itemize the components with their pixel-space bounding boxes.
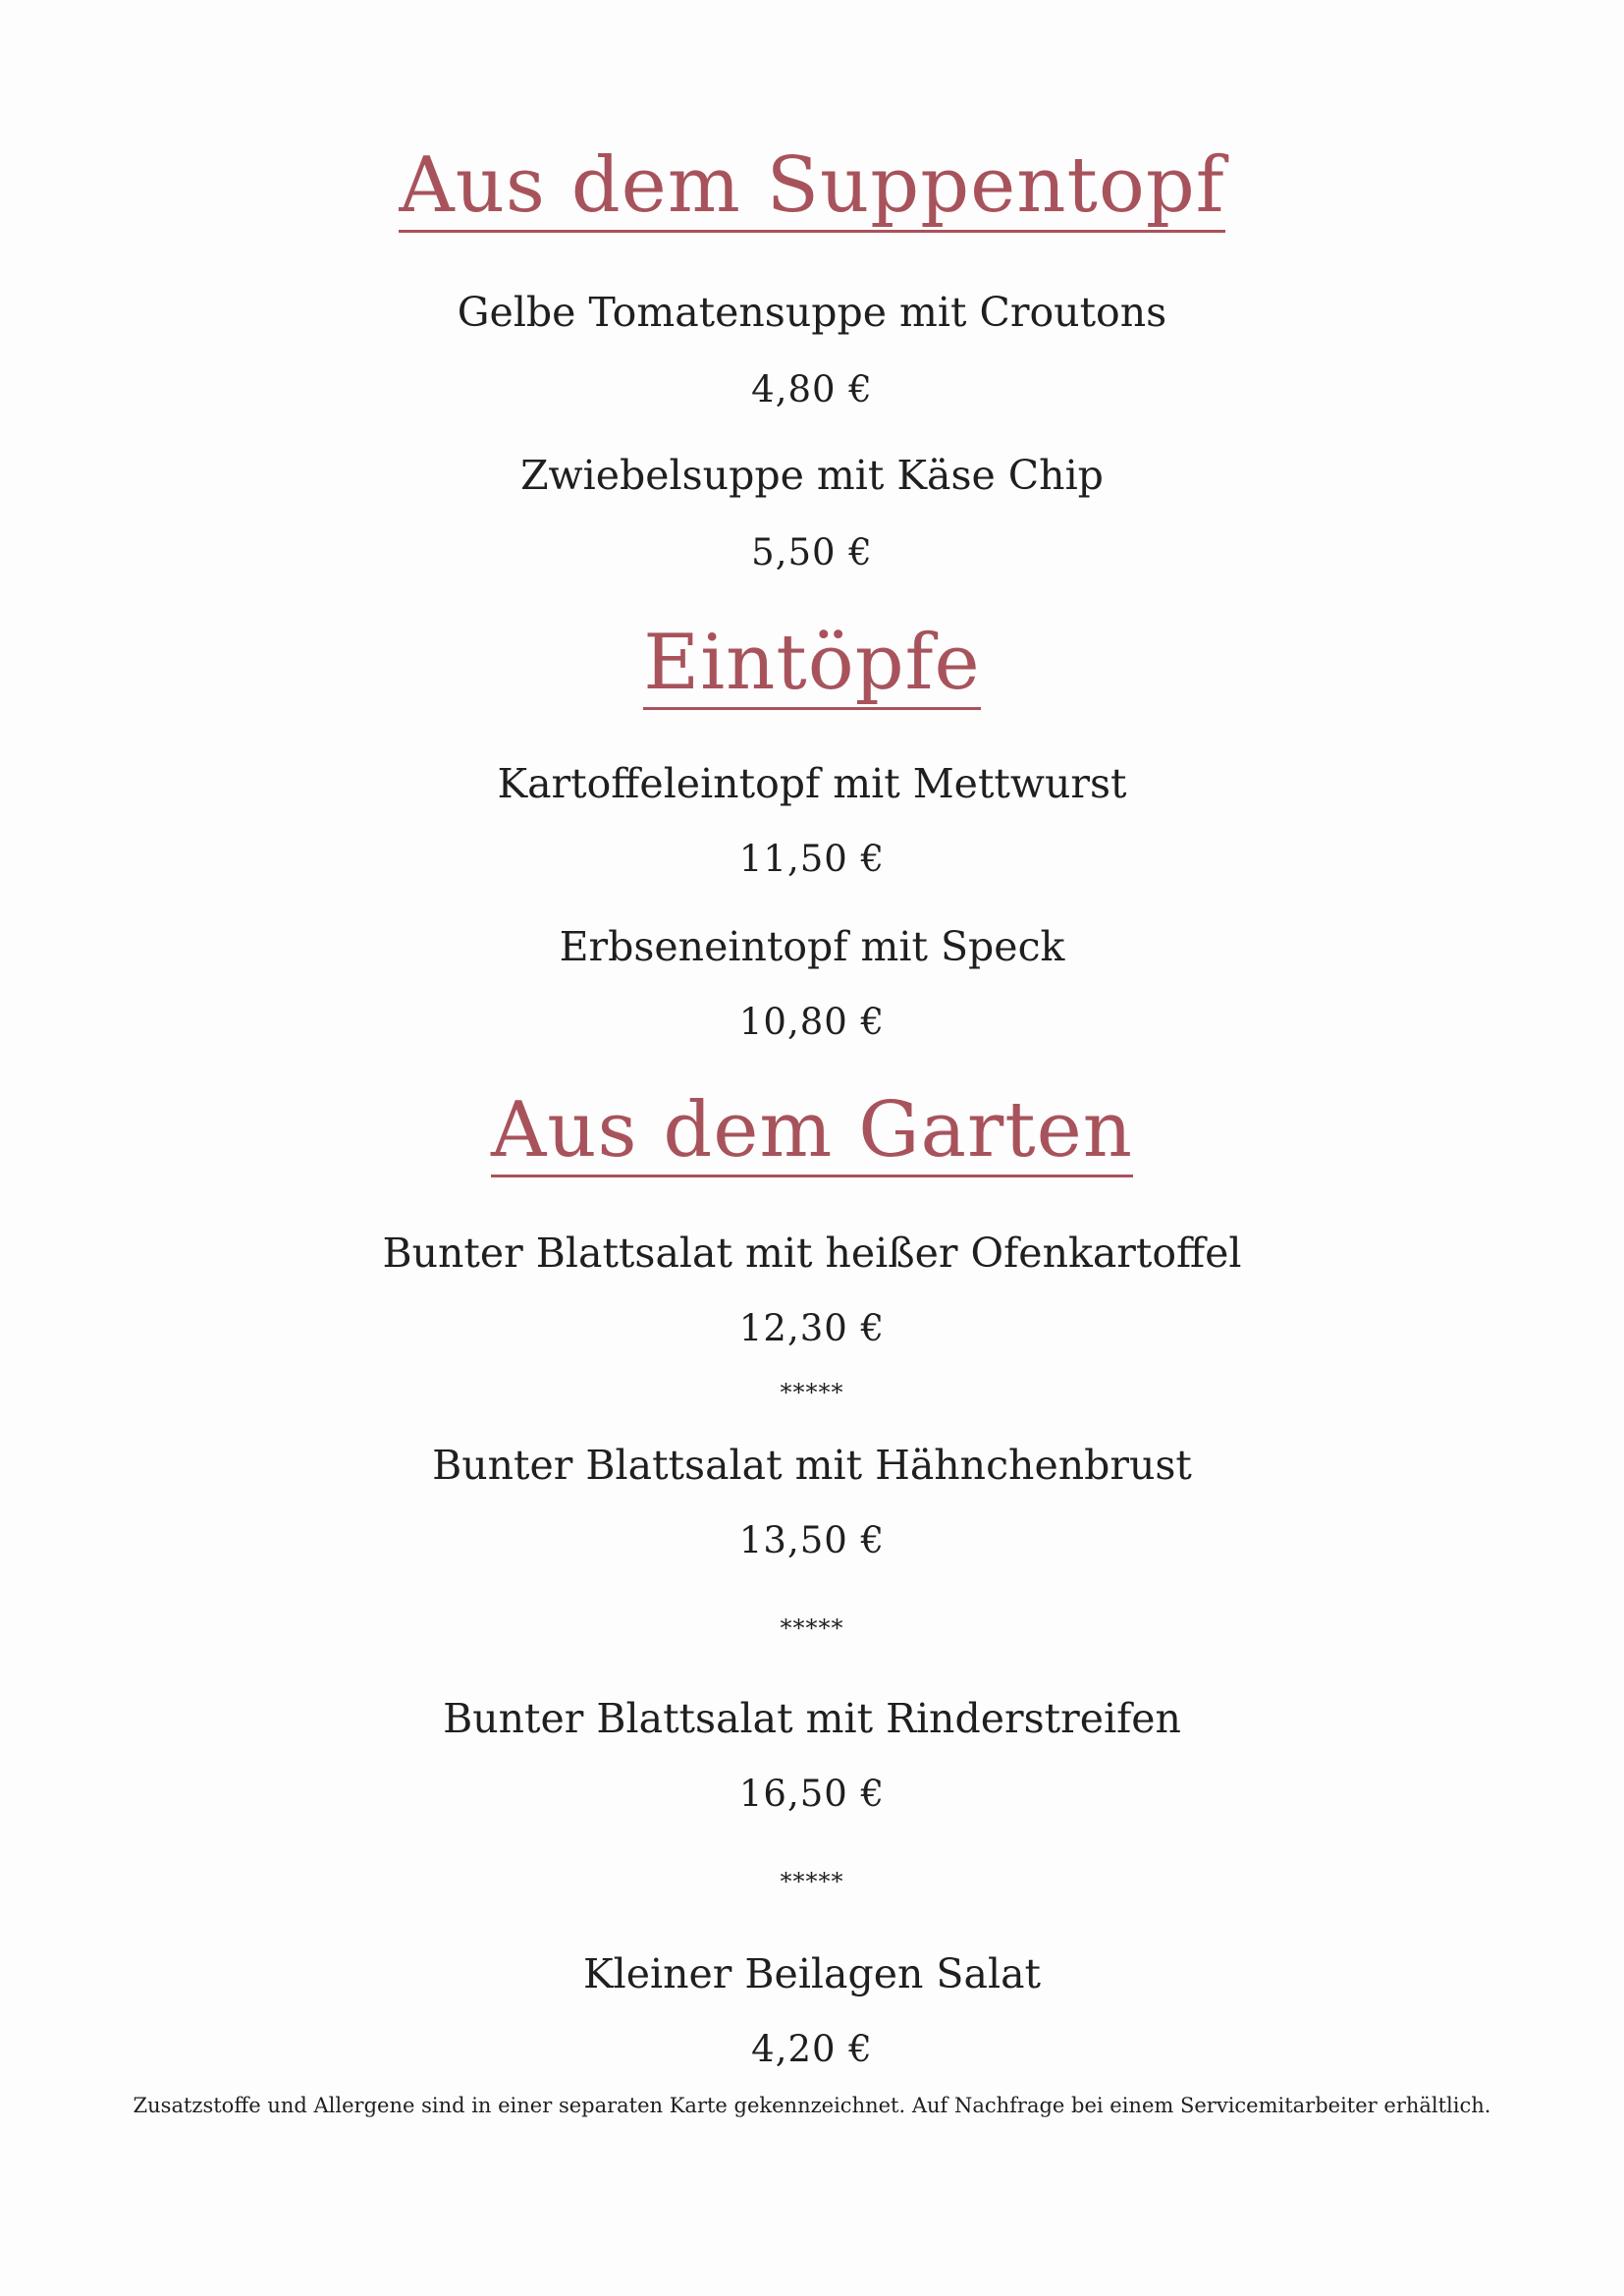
section-heading-text: Eintöpfe [643,625,980,710]
section-heading-text: Aus dem Suppentopf [399,147,1224,233]
menu-item-price: 13,50 € [738,1519,886,1561]
menu-item-price: 5,50 € [751,531,873,574]
menu-item-price: 4,20 € [751,2028,873,2070]
menu-item-name: Bunter Blattsalat mit Rinderstreifen [443,1695,1181,1742]
allergen-footnote: Zusatzstoffe und Allergene sind in einer separaten Karte gekennzeichnet. Auf Nachfrage bei einem Servicemitarbeiter erhältlich. [133,2094,1491,2117]
section-heading-garten [0,1086,1624,1177]
menu-item-name: Bunter Blattsalat mit Hähnchenbrust [432,1442,1192,1489]
menu-item-price: 12,30 € [738,1307,886,1349]
separator-stars: ***** [780,1868,844,1895]
menu-item-name: Kleiner Beilagen Salat [583,1950,1041,1997]
section-heading-text: Aus dem Garten [491,1092,1133,1177]
menu-item-name: Kartoffeleintopf mit Mettwurst [497,760,1127,807]
menu-item-price: 16,50 € [738,1773,886,1815]
menu-item-name: Zwiebelsuppe mit Käse Chip [520,452,1104,499]
menu-item-name: Erbseneintopf mit Speck [559,923,1065,970]
menu-item-name: Gelbe Tomatensuppe mit Croutons [457,289,1167,336]
section-heading-suppentopf [0,141,1624,233]
separator-stars: ***** [780,1379,844,1406]
section-heading-eintoepfe [0,619,1624,710]
separator-stars: ***** [780,1614,844,1642]
menu-item-price: 4,80 € [751,368,873,410]
menu-item-name: Bunter Blattsalat mit heißer Ofenkartoffel [382,1230,1242,1277]
menu-item-price: 11,50 € [738,838,886,880]
menu-item-price: 10,80 € [738,1001,886,1043]
